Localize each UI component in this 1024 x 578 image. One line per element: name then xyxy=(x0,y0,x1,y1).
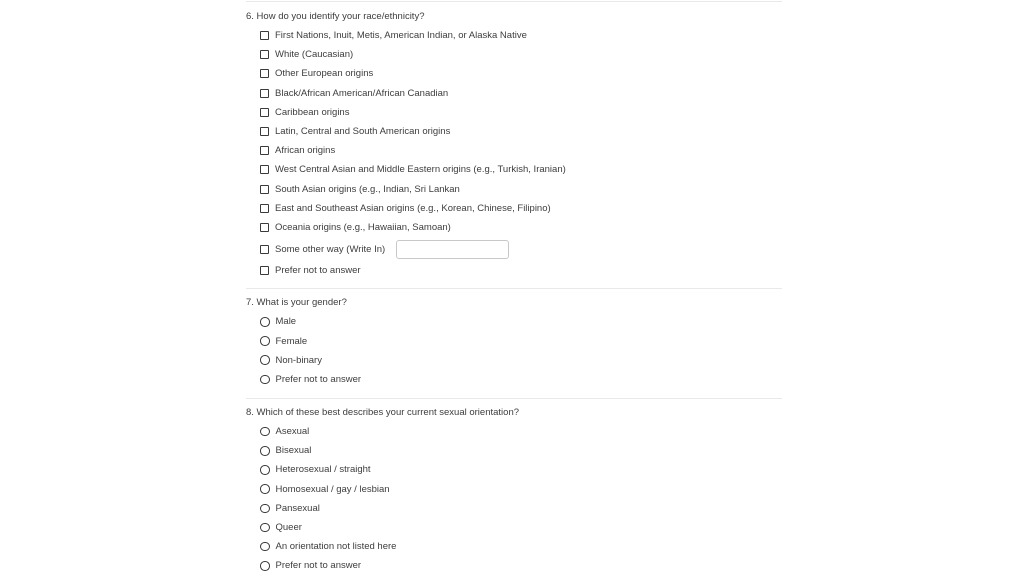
option-label: Male xyxy=(275,316,297,328)
radio-button[interactable] xyxy=(260,317,270,327)
radio-button[interactable] xyxy=(260,561,270,571)
option-label: Queer xyxy=(275,522,302,534)
race-option[interactable] xyxy=(260,160,782,179)
checkbox[interactable] xyxy=(260,69,269,78)
question-8 xyxy=(246,407,782,576)
orientation-option[interactable] xyxy=(260,518,782,537)
option-label: An orientation not listed here xyxy=(275,541,397,553)
race-option-prefer-not[interactable] xyxy=(260,261,782,280)
option-label: African origins xyxy=(275,145,336,157)
race-option[interactable] xyxy=(260,122,782,141)
radio-button[interactable] xyxy=(260,504,270,514)
orientation-option[interactable] xyxy=(260,556,782,575)
option-label: Asexual xyxy=(275,426,310,438)
radio-button[interactable] xyxy=(260,465,270,475)
orientation-option[interactable] xyxy=(260,537,782,556)
option-label: Homosexual / gay / lesbian xyxy=(275,483,390,495)
radio-button[interactable] xyxy=(260,336,270,346)
race-option[interactable] xyxy=(260,64,782,83)
checkbox[interactable] xyxy=(260,185,269,194)
gender-option[interactable] xyxy=(260,351,782,370)
divider xyxy=(246,1,782,2)
orientation-options xyxy=(260,422,782,576)
gender-options xyxy=(260,312,782,389)
orientation-option[interactable] xyxy=(260,480,782,499)
race-option[interactable] xyxy=(260,26,782,45)
option-label: West Central Asian and Middle Eastern origins (e.g., Turkish, Iranian) xyxy=(275,164,566,176)
option-label: Heterosexual / straight xyxy=(275,464,371,476)
race-option[interactable] xyxy=(260,218,782,237)
race-option[interactable] xyxy=(260,84,782,103)
option-label: White (Caucasian) xyxy=(275,49,354,61)
checkbox[interactable] xyxy=(260,146,269,155)
race-option[interactable] xyxy=(260,45,782,64)
orientation-option[interactable] xyxy=(260,441,782,460)
orientation-option[interactable] xyxy=(260,422,782,441)
option-label: Pansexual xyxy=(275,502,320,514)
option-label: Caribbean origins xyxy=(275,106,350,118)
radio-button[interactable] xyxy=(260,542,270,552)
option-label: Female xyxy=(275,335,308,347)
race-option[interactable] xyxy=(260,199,782,218)
question-7 xyxy=(246,297,782,389)
race-option[interactable] xyxy=(260,103,782,122)
option-label: Bisexual xyxy=(275,445,312,457)
radio-button[interactable] xyxy=(260,375,270,385)
checkbox[interactable] xyxy=(260,89,269,98)
radio-button[interactable] xyxy=(260,484,270,494)
option-label: Prefer not to answer xyxy=(275,560,362,572)
divider xyxy=(246,398,782,399)
gender-option[interactable] xyxy=(260,331,782,350)
option-label: Oceania origins (e.g., Hawaiian, Samoan) xyxy=(275,221,451,233)
question-title: 7. What is your gender? xyxy=(246,297,347,309)
radio-button[interactable] xyxy=(260,427,270,437)
checkbox[interactable] xyxy=(260,50,269,59)
survey-form xyxy=(246,0,782,576)
question-6 xyxy=(246,11,782,280)
checkbox[interactable] xyxy=(260,108,269,117)
option-label: Non-binary xyxy=(275,354,322,366)
orientation-option[interactable] xyxy=(260,460,782,479)
divider xyxy=(246,288,782,289)
checkbox[interactable] xyxy=(260,245,269,254)
option-label: Prefer not to answer xyxy=(275,265,361,277)
option-label: East and Southeast Asian origins (e.g., Korean, Chinese, Filipino) xyxy=(275,202,551,214)
checkbox[interactable] xyxy=(260,165,269,174)
race-option[interactable] xyxy=(260,141,782,160)
race-ethnicity-options xyxy=(260,26,782,280)
question-title: 8. Which of these best describes your current sexual orientation? xyxy=(246,407,520,418)
write-in-input[interactable] xyxy=(396,240,509,259)
gender-option[interactable] xyxy=(260,312,782,331)
question-title: 6. How do you identify your race/ethnicity? xyxy=(246,11,425,22)
option-label: Some other way (Write In) xyxy=(275,243,386,255)
checkbox[interactable] xyxy=(260,223,269,232)
gender-option[interactable] xyxy=(260,370,782,389)
radio-button[interactable] xyxy=(260,446,270,456)
checkbox[interactable] xyxy=(260,204,269,213)
option-label: Latin, Central and South American origins xyxy=(275,126,451,138)
race-option-write-in[interactable] xyxy=(260,237,782,261)
radio-button[interactable] xyxy=(260,355,270,365)
checkbox[interactable] xyxy=(260,31,269,40)
option-label: South Asian origins (e.g., Indian, Sri Lankan xyxy=(275,183,460,195)
checkbox[interactable] xyxy=(260,127,269,136)
radio-button[interactable] xyxy=(260,523,270,533)
option-label: Prefer not to answer xyxy=(275,373,362,385)
orientation-option[interactable] xyxy=(260,499,782,518)
race-option[interactable] xyxy=(260,180,782,199)
option-label: Black/African American/African Canadian xyxy=(275,87,449,99)
option-label: First Nations, Inuit, Metis, American Indian, or Alaska Native xyxy=(275,30,527,42)
option-label: Other European origins xyxy=(275,68,374,80)
checkbox[interactable] xyxy=(260,266,269,275)
